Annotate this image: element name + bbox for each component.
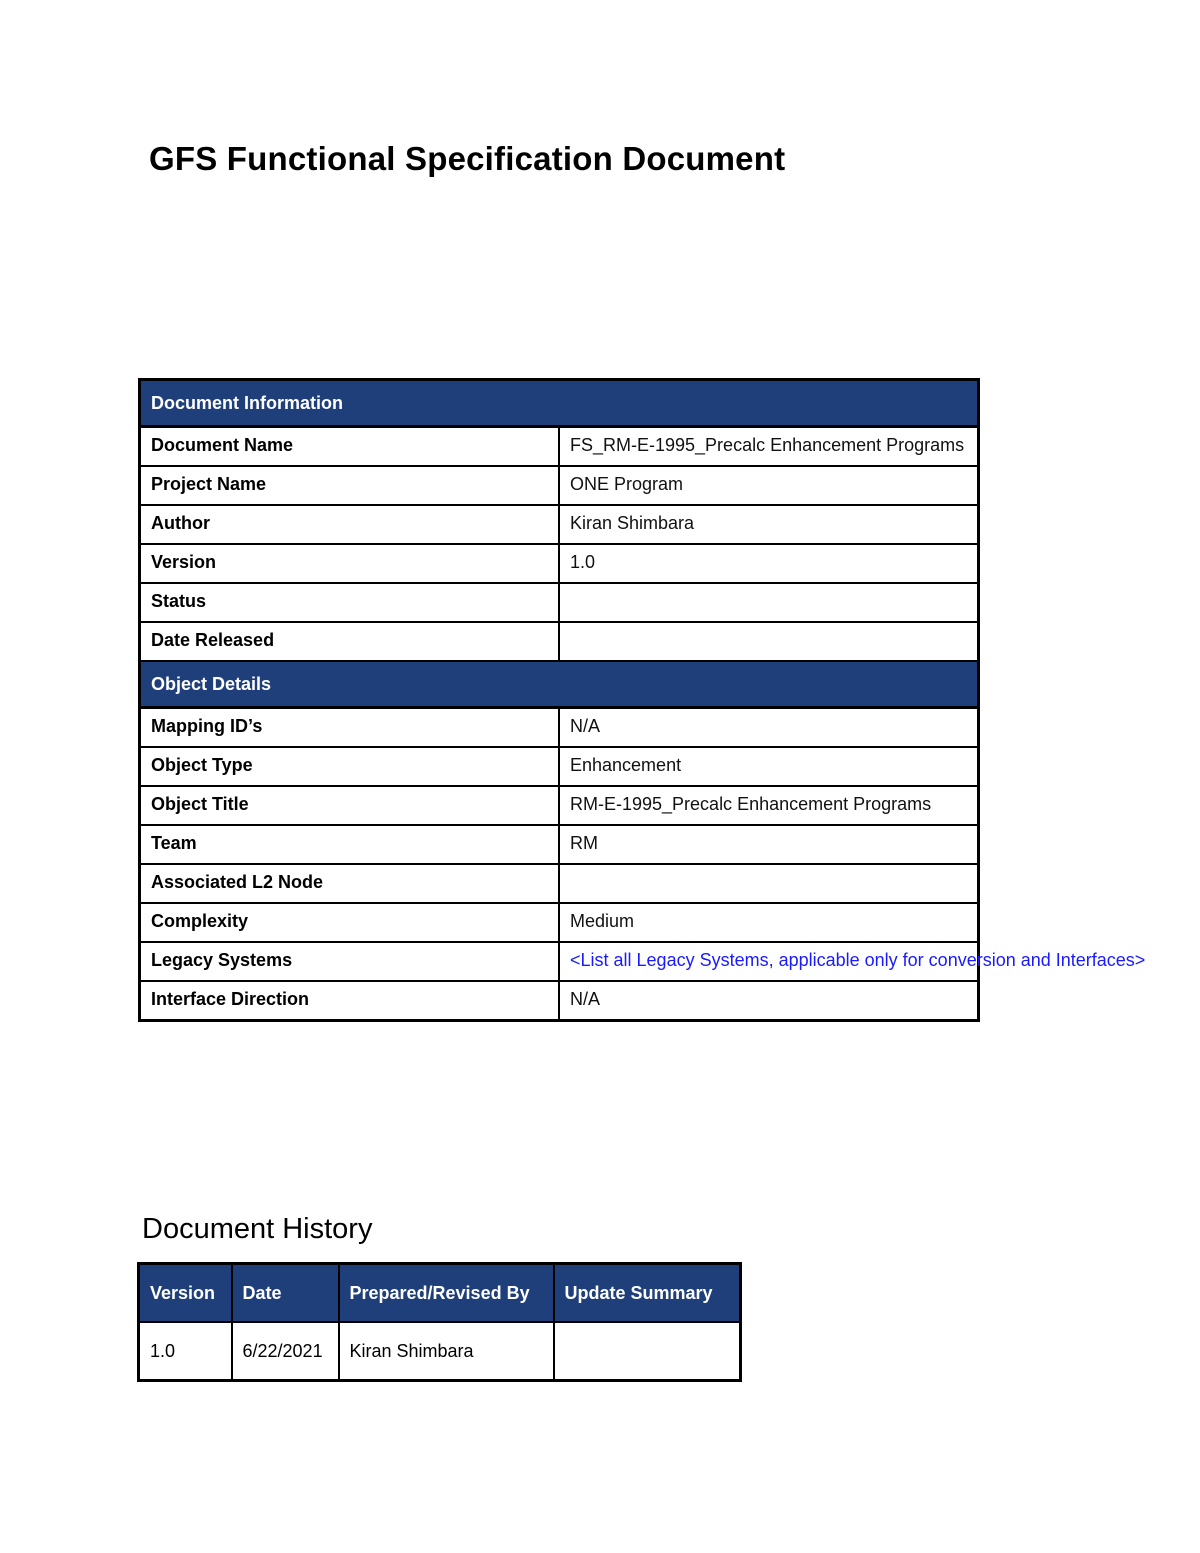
history-cell: 1.0 (139, 1322, 232, 1381)
detail-label: Legacy Systems (140, 942, 560, 981)
history-cell (554, 1322, 741, 1381)
detail-row-legacy-systems (140, 942, 979, 981)
info-value (559, 583, 979, 622)
history-cell: Kiran Shimbara (339, 1322, 554, 1381)
object-details-header-row (140, 661, 979, 708)
detail-row-associated-l2-node (140, 864, 979, 903)
history-column-header: Update Summary (554, 1264, 741, 1323)
info-row-date-released (140, 622, 979, 661)
history-column-header: Prepared/Revised By (339, 1264, 554, 1323)
info-value: FS_RM-E-1995_Precalc Enhancement Programs (559, 427, 979, 467)
detail-label: Object Title (140, 786, 560, 825)
info-row-author (140, 505, 979, 544)
info-value: 1.0 (559, 544, 979, 583)
detail-label: Mapping ID’s (140, 708, 560, 748)
history-column-header: Date (232, 1264, 339, 1323)
detail-value: N/A (559, 708, 979, 748)
detail-label: Team (140, 825, 560, 864)
info-label: Version (140, 544, 560, 583)
detail-label: Object Type (140, 747, 560, 786)
info-row-document-name (140, 427, 979, 467)
detail-label: Complexity (140, 903, 560, 942)
document-history-table (137, 1262, 742, 1382)
history-column-header: Version (139, 1264, 232, 1323)
info-label: Date Released (140, 622, 560, 661)
detail-row-team (140, 825, 979, 864)
legacy-systems-placeholder: <List all Legacy Systems, applicable only for conversion and Interfaces> (559, 942, 979, 981)
info-row-project-name (140, 466, 979, 505)
info-row-status (140, 583, 979, 622)
detail-value: RM (559, 825, 979, 864)
detail-value: N/A (559, 981, 979, 1021)
info-label: Author (140, 505, 560, 544)
detail-label: Associated L2 Node (140, 864, 560, 903)
document-history-heading: Document History (142, 1213, 373, 1245)
document-information-header-row (140, 380, 979, 427)
detail-row-object-title (140, 786, 979, 825)
history-cell: 6/22/2021 (232, 1322, 339, 1381)
detail-value: RM-E-1995_Precalc Enhancement Programs (559, 786, 979, 825)
detail-row-interface-direction (140, 981, 979, 1021)
document-information-header: Document Information (140, 380, 979, 427)
document-title: GFS Functional Specification Document (149, 140, 786, 177)
detail-value (559, 864, 979, 903)
info-value (559, 622, 979, 661)
detail-label: Interface Direction (140, 981, 560, 1021)
detail-value: Enhancement (559, 747, 979, 786)
info-label: Project Name (140, 466, 560, 505)
info-label: Status (140, 583, 560, 622)
detail-row-object-type (140, 747, 979, 786)
detail-row-complexity (140, 903, 979, 942)
info-value: ONE Program (559, 466, 979, 505)
history-row (139, 1322, 741, 1381)
history-header-row (139, 1264, 741, 1323)
info-label: Document Name (140, 427, 560, 467)
info-value: Kiran Shimbara (559, 505, 979, 544)
info-row-version (140, 544, 979, 583)
document-information-table (138, 378, 1146, 1022)
detail-value: Medium (559, 903, 979, 942)
detail-row-mapping-ids (140, 708, 979, 748)
object-details-header: Object Details (140, 661, 979, 708)
